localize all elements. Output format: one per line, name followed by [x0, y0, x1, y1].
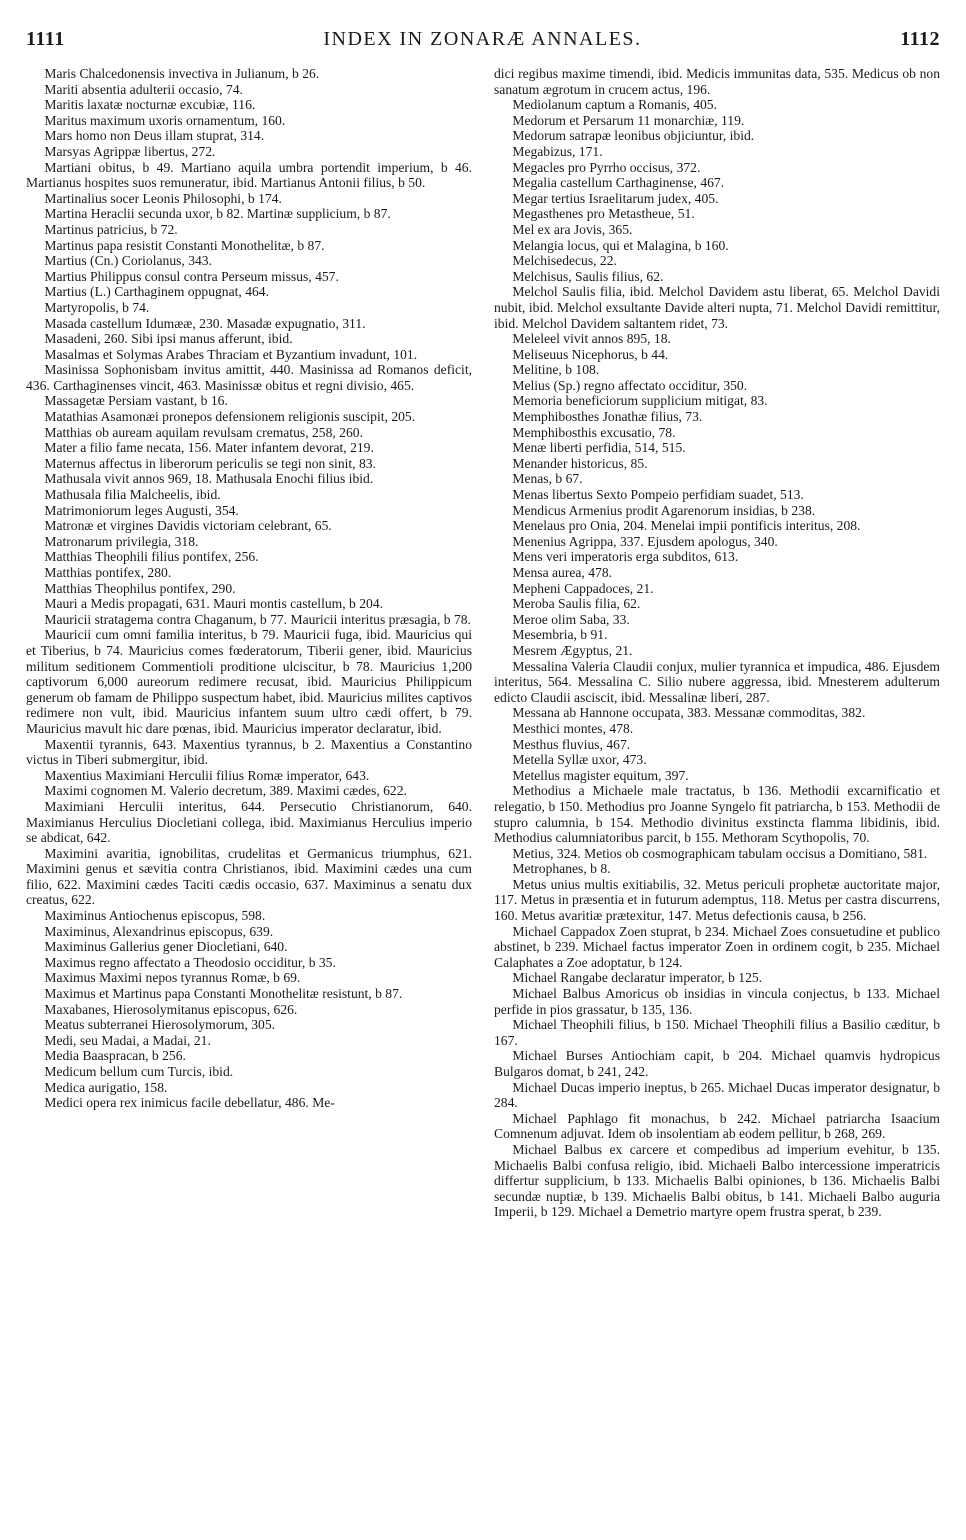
index-entry: Maximi cognomen M. Valerio decretum, 389. Maximi cædes, 622. — [44, 783, 407, 799]
index-entry: Michael Balbus ex carcere et compedibus ad imperium evehitur, b 135. Michaelis Balbi confusa religio, ibid. Michaeli Balbo intercessione imperatricis differtur supplicium, b 133. Michaelis Balbi opiniones, b 136. Michaelis Balbi secundæ nuptiæ, b 139. Michaelis Balbi obitus, b 141. Michaeli Balbo auguria Imperii, b 129. Michael a Demetrio martyre opem frustra sperat, b 239. — [494, 1141, 940, 1220]
index-entry: Mauricii cum omni familia interitus, b 79. Mauricii fuga, ibid. Mauricius qui et Tiberius, b 74. Mauricius comes fœderatorum, Tiberii gener, ibid. Mauricius militum seditionem Commentioli proditione ulciscitur, b 78. Mauricius 1,200 captivorum 6,000 aureorum redimere recusat, ibid. Mauricius Philippicum generum ob famam de Philippo suspectum habet, ibid. Mauricius milites captivos redimere non vult, ibid. Mauricius infantem suum ultro cædi offert, b 79. Mauricius mavult hic dare pœnas, ibid. Mauricius imperator declaratur, ibid. — [26, 627, 472, 736]
index-entry: Maxentius Maximiani Herculii filius Romæ imperator, 643. — [44, 767, 370, 783]
index-entry: Medicum bellum cum Turcis, ibid. — [44, 1064, 234, 1079]
index-entry: Martius (L.) Carthaginem oppugnat, 464. — [44, 284, 269, 300]
index-entry: Melchisus, Saulis filius, 62. — [512, 268, 664, 284]
index-entry: Mensa aurea, 478. — [512, 565, 613, 580]
index-entry: Memphibosthes Jonathæ filius, 73. — [512, 409, 703, 425]
index-entry: Meroba Saulis filia, 62. — [512, 596, 641, 612]
index-entry: Messana ab Hannone occupata, 383. Messanæ commoditas, 382. — [512, 705, 866, 721]
index-entry: Menelaus pro Onia, 204. Menelai impii pontificis interitus, 208. — [512, 518, 861, 534]
index-entry: Meroe olim Saba, 33. — [512, 611, 630, 627]
index-entry: Martinus papa resistit Constanti Monothelitæ, b 87. — [44, 237, 325, 253]
index-entry: Maximus regno affectato a Theodosio occiditur, b 35. — [44, 954, 336, 970]
index-entry: Metrophanes, b 8. — [512, 861, 611, 877]
index-entry: Medorum et Persarum 11 monarchiæ, 119. — [512, 112, 745, 128]
index-entry: Melchol Saulis filia, ibid. Melchol Davidem astu liberat, 65. Melchol Davidi nubit, ibid. Melchol exsultante Davide alteri nupta, 71. Melchol Davidi remittitur, ibid. Melchol Davidem saltantem ridet, 73. — [494, 284, 940, 331]
index-entry: Masinissa Sophonisbam invitus amittit, 440. Masinissa ad Romanos deficit, 436. Carthaginenses vincit, 463. Masinissæ obitus et regni divisio, 465. — [26, 362, 472, 393]
index-entry: Matathias Asamonæi pronepos defensionem religionis suscipit, 205. — [44, 409, 416, 425]
index-entry: Martina Heraclii secunda uxor, b 82. Martinæ supplicium, b 87. — [44, 206, 391, 222]
index-entry: Mathusala vivit annos 969, 18. Mathusala Enochi filius ibid. — [44, 471, 374, 487]
index-columns — [26, 66, 940, 1220]
index-entry: Megar tertius Israelitarum judex, 405. — [512, 190, 719, 206]
index-entry: Martius Philippus consul contra Perseum missus, 457. — [44, 268, 339, 284]
index-entry: Maxentii tyrannis, 643. Maxentius tyrannus, b 2. Maxentius a Constantino victus in Tiberi submergitur, ibid. — [26, 736, 472, 768]
index-entry: Mel ex ara Jovis, 365. — [512, 221, 633, 237]
index-entry: Matthias Theophilus pontifex, 290. — [44, 580, 236, 596]
index-entry: Maritis laxatæ nocturnæ excubiæ, 116. — [44, 97, 256, 113]
index-entry: Meatus subterranei Hierosolymorum, 305. — [44, 1017, 276, 1033]
right-column — [494, 66, 940, 1220]
index-entry: Masada castellum Idumææ, 230. Masadæ expugnatio, 311. — [44, 315, 366, 331]
index-entry: Mesthici montes, 478. — [512, 720, 634, 736]
index-entry: Mauri a Medis propagati, 631. Mauri montis castellum, b 204. — [44, 596, 384, 612]
index-page — [26, 28, 940, 1528]
index-entry: Massagetæ Persiam vastant, b 16. — [44, 393, 228, 409]
index-entry: Matthias ob auream aquilam revulsam crematus, 258, 260. — [44, 424, 363, 440]
left-column — [26, 66, 472, 1220]
index-entry: Maris Chalcedonensis invectiva in Julianum, b 26. — [44, 66, 320, 81]
index-entry: Methodius a Michaele male tractatus, b 136. Methodii excarnificatio et relegatio, b 150. Methodius pro Joanne Syngelo fit patriarcha, b 153. Methodii de stupro calumnia, b 154. Methodio divinitus exstincta flamma libidinis, ibid. Methodius calumniatoribus parcit, b 155. Methoram Scythopolis, 70. — [494, 783, 940, 846]
index-entry: Maritus maximum uxoris ornamentum, 160. — [44, 112, 286, 128]
index-entry: Matthias Theophili filius pontifex, 256. — [44, 549, 259, 565]
index-entry: Meleleel vivit annos 895, 18. — [512, 331, 671, 347]
index-entry: Medorum satrapæ leonibus objiciuntur, ibid. — [512, 128, 755, 144]
index-entry: dici regibus maxime timendi, ibid. Medicis immunitas data, 535. Medicus ob non sanatum ægrotum in crucem actus, 196. — [494, 66, 940, 97]
index-entry: Meliseuus Nicephorus, b 44. — [512, 346, 669, 362]
index-entry: Martius (Cn.) Coriolanus, 343. — [44, 253, 213, 269]
index-entry: Mars homo non Deus illam stuprat, 314. — [44, 128, 265, 144]
index-entry: Martinus patricius, b 72. — [44, 221, 178, 237]
index-entry: Martinalius socer Leonis Philosophi, b 174. — [44, 190, 282, 206]
index-entry: Medici opera rex inimicus facile debellatur, 486. Me- — [44, 1095, 335, 1111]
index-entry: Mathusala filia Malcheelis, ibid. — [44, 487, 221, 503]
index-entry: Mater a filio fame necata, 156. Mater infantem devorat, 219. — [44, 440, 374, 456]
index-entry: Mepheni Cappadoces, 21. — [512, 580, 654, 596]
index-entry: Messalina Valeria Claudii conjux, mulier tyrannica et impudica, 486. Ejusdem interitus, 564. Messalina C. Silio nubere aggressa, ibid. Mnesterem adulterum edicto Claudii asciscit, ibid. Messalinæ liberi, 287. — [494, 658, 940, 705]
index-entry: Mauricii stratagema contra Chaganum, b 77. Mauricii interitus præsagia, b 78. — [44, 611, 471, 627]
index-entry: Mens veri imperatoris erga subditos, 613. — [512, 549, 739, 565]
index-entry: Maxabanes, Hierosolymitanus episcopus, 626. — [44, 1001, 298, 1017]
index-entry: Maximini avaritia, ignobilitas, crudelitas et Germanicus triumphus, 621. Maximini genus et sævitia contra Christianos, ibid. Maximini cædes una cum filio, 622. Maximini cædes Taciti cædis occasio, 637. Maximinus a senatu dux creatus, 622. — [26, 845, 472, 908]
index-entry: Megalia castellum Carthaginense, 467. — [512, 175, 725, 191]
index-entry: Menas, b 67. — [512, 471, 583, 487]
index-entry: Michael Paphlago fit monachus, b 242. Michael patriarcha Isaacium Comnenum adjuvat. Idem ob insolentiam ab eodem pellitur, b 268, 269. — [494, 1110, 940, 1142]
index-entry: Media Baaspracan, b 256. — [44, 1048, 186, 1064]
index-entry: Melitine, b 108. — [512, 362, 600, 378]
index-entry: Masalmas et Solymas Arabes Thraciam et Byzantium invadunt, 101. — [44, 346, 418, 362]
index-entry: Mesrem Ægyptus, 21. — [512, 642, 633, 658]
index-entry: Menæ liberti perfidia, 514, 515. — [512, 440, 686, 456]
index-entry: Marsyas Agrippæ libertus, 272. — [44, 143, 216, 159]
index-entry: Melchisedecus, 22. — [512, 253, 617, 269]
index-entry: Mesembria, b 91. — [512, 627, 608, 643]
index-entry: Maximinus Antiochenus episcopus, 598. — [44, 908, 266, 924]
index-entry: Metius, 324. Metios ob cosmographicam tabulam occisus a Domitiano, 581. — [512, 845, 928, 861]
index-entry: Melius (Sp.) regno affectato occiditur, 350. — [512, 377, 748, 393]
index-entry: Mesthus fluvius, 467. — [512, 736, 631, 752]
index-entry: Maximus et Martinus papa Constanti Monothelitæ resistunt, b 87. — [44, 986, 403, 1002]
index-entry: Michael Cappadox Zoen stuprat, b 234. Michael Zoes consuetudine et publico abstinet, b 239. Michael factus imperator Zoen in ordinem cogit, b 235. Michael Calaphates a Zoe adoptatur, b 124. — [494, 923, 940, 970]
index-entry: Maximinus, Alexandrinus episcopus, 639. — [44, 923, 274, 939]
index-entry: Memphibosthis excusatio, 78. — [512, 424, 676, 440]
right-page-number: 1112 — [900, 28, 940, 50]
index-entry: Matronarum privilegia, 318. — [44, 533, 199, 549]
index-entry: Megacles pro Pyrrho occisus, 372. — [512, 159, 701, 175]
index-entry: Mediolanum captum a Romanis, 405. — [512, 97, 717, 113]
index-entry: Matronæ et virgines Davidis victoriam celebrant, 65. — [44, 518, 332, 534]
index-entry: Metus unius multis exitiabilis, 32. Metus periculi prophetæ auctoritate major, 117. Metus in præsentia et in futurum ademptus, 118. Metus per castra discurrens, 160. Metus avaritiæ prætexitur, 147. Metus defectionis causa, b 256. — [494, 876, 940, 924]
index-entry: Medi, seu Madai, a Madai, 21. — [44, 1032, 211, 1048]
index-entry: Metellus magister equitum, 397. — [512, 767, 689, 783]
index-entry: Matrimoniorum leges Augusti, 354. — [44, 502, 239, 518]
index-entry: Michael Rangabe declaratur imperator, b 125. — [512, 970, 763, 986]
index-entry: Maternus affectus in liberorum periculis se tegi non sinit, 83. — [44, 455, 376, 471]
index-entry: Maximinus Gallerius gener Diocletiani, 640. — [44, 939, 288, 955]
index-entry: Michael Balbus Amoricus ob insidias in vincula conjectus, b 133. Michael perfide in pios grassatur, b 135, 136. — [494, 986, 940, 1017]
index-entry: Megasthenes pro Metastheue, 51. — [512, 206, 695, 222]
index-entry: Memoria beneficiorum supplicium mitigat, 83. — [512, 393, 768, 409]
index-entry: Michael Burses Antiochiam capit, b 204. Michael quamvis hydropicus Bulgaros domat, b 241, 242. — [494, 1048, 940, 1079]
index-entry: Menander historicus, 85. — [512, 455, 648, 471]
page-header — [26, 28, 940, 66]
index-entry: Metella Syllæ uxor, 473. — [512, 752, 647, 768]
index-entry: Mariti absentia adulterii occasio, 74. — [44, 81, 243, 97]
index-entry: Megabizus, 171. — [512, 143, 603, 159]
index-entry: Menas libertus Sexto Pompeio perfidiam suadet, 513. — [512, 487, 804, 503]
index-entry: Mendicus Armenius prodit Agarenorum insidias, b 238. — [512, 502, 816, 518]
index-entry: Menenius Agrippa, 337. Ejusdem apologus, 340. — [512, 533, 778, 549]
left-page-number: 1111 — [26, 28, 65, 50]
index-entry: Martiani obitus, b 49. Martiano aquila umbra portendit imperium, b 46. Martianus hospites suos remuneratur, ibid. Martianus Antonii filius, b 50. — [26, 159, 472, 191]
index-entry: Maximiani Herculii interitus, 644. Persecutio Christianorum, 640. Maximianus Herculius Diocletiani collega, ibid. Maximianus Herculius imperio se abdicat, 642. — [26, 798, 472, 846]
index-entry: Medica aurigatio, 158. — [44, 1079, 168, 1095]
index-entry: Masadeni, 260. Sibi ipsi manus afferunt, ibid. — [44, 331, 293, 347]
page-title: INDEX IN ZONARÆ ANNALES. — [323, 28, 642, 50]
index-entry: Melangia locus, qui et Malagina, b 160. — [512, 237, 729, 253]
index-entry: Michael Ducas imperio ineptus, b 265. Michael Ducas imperator designatur, b 284. — [494, 1079, 940, 1111]
index-entry: Matthias pontifex, 280. — [44, 565, 172, 580]
index-entry: Martyropolis, b 74. — [44, 299, 150, 315]
index-entry: Michael Theophili filius, b 150. Michael Theophili filius a Basilio cæditur, b 167. — [494, 1017, 940, 1048]
index-entry: Maximus Maximi nepos tyrannus Romæ, b 69. — [44, 970, 301, 986]
